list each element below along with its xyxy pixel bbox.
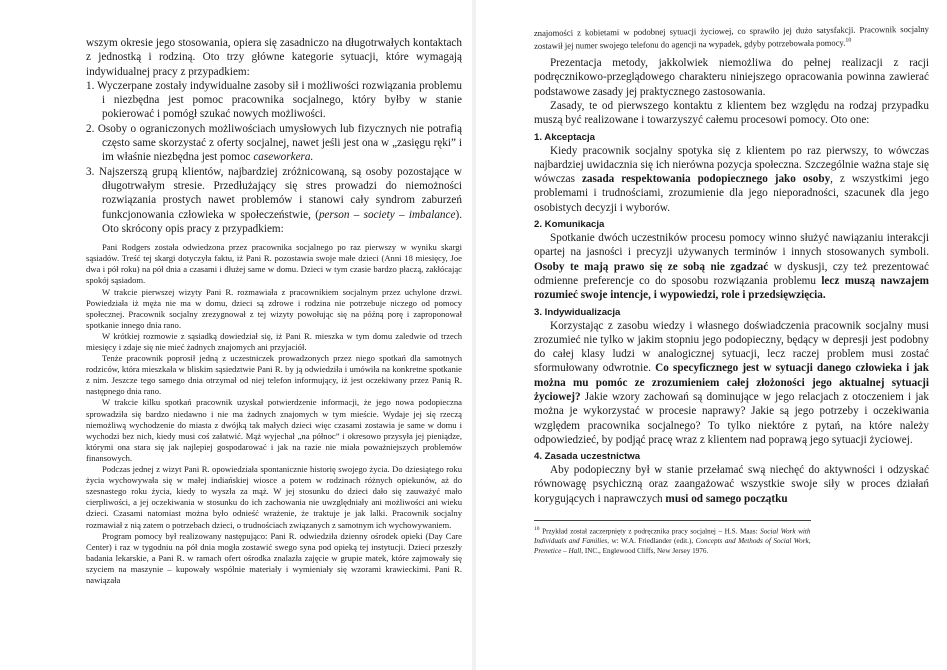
case-paragraph: Tenże pracownik poprosił jedną z uczestniczek prowadzonych przez niego spotkań dla samotnych rodziców, która mieszkała w bliskim sąsiedztwie Pani R. by ją odwiedziła i umówiła na konkretne spotkanie z nim. Jeszcze tego samego dnia otrzymał od niej telefon informujący, iż jest oczekiwany przez Panią R. następnego dnia rano. [86, 353, 462, 397]
section-text-communication: Spotkanie dwóch uczestników procesu pomocy winno służyć nawiązaniu interakcji opartej na jasności i precyzji używanych terminów i innych stosowanych symboli. Osoby te mają prawo się ze sobą nie zgadzać w dyskusji, czy też prezentować odmienne preferencje co do sposobu rozwiązania problemu lecz muszą nawzajem rozumieć swoje intencje, i wypowiedzi, role i przedsięwzięcia. [534, 232, 929, 302]
section-heading: 2. Komunikacja [534, 219, 605, 231]
case-continuation-text: znajomości z kobietami w podobnej sytuacji życiowej, co sprawiło jej dużo satysfakcji. Pracownik socjalny zostawił jej numer swojego telefonu do agencji na wypadek, gdyby potrzebowała pomocy. [533, 23, 929, 51]
case-paragraph: W trakcie kilku spotkań pracownik uzyskał potwierdzenie informacji, że jego nowa podopieczna sprowadziła się bardzo niedawno i nie ma żadnych znajomych w tym mieście. Wydaje jej się rzeczą niemożliwą wychodzenie do miasta z dwójką tak małych dzieci więc czasami zostawia je same w domu i wychodzi bez nich, kiedy musi coś załatwić. Mąż wyjechał „na północ” i okresowo przysyła jej pieniądze, którymi ona stara się jak najlepiej gospodarować i jak na razie nie miała poważniejszych problemów finansowych. [86, 397, 462, 463]
section-text-individualization: Korzystając z zasobu wiedzy i własnego doświadczenia pracownik socjalny musi zrozumieć nie tylko w jakim stopniu jego podopieczny, będący w depresji jest podobny do całej klasy ludzi w analogicznej sytuacji, lecz raczej problem musi zostać sformułowany odwrotnie. Co specyficznego jest w sytuacji danego człowieka i jak można mu pomóc ze zrozumieniem całej złożoności jego aktualnej sytuacji życiowej? Jakie wzory zachowań są dominujące w jego relacjach z otoczeniem i jak można je wykorzystać w procesie naprawy? Jakie są jego potrzeby i oczekiwania względem pracownika socjalnego? To tylko niektóre z pytań, na które należy odpowiedzieć, by podjąć pracę wraz z klientem nad poprawą jego sytuacji życiowej. [534, 319, 929, 446]
footnote-text: $^{10}$ Przykład został zaczerpnięty z podręcznika pracy socjalnej – H.S. Maas: Social Work with Individuals and Families, w: W.A. Friedlander (edit.), Concepts and Methods of Social Work, Prenetice – Hall, INC., Englewood Cliffs, New Jersey 1976. [534, 526, 811, 556]
intro-paragraph: wszym okresie jego stosowania, opiera się zasadniczo na długotrwałych kontaktach z jednostką i rodziną. Oto trzy główne kategorie sytuacji, które wymagają indywidualnej pracy z przypadkiem: [86, 37, 462, 78]
footnote [534, 520, 811, 556]
left-page [0, 0, 472, 670]
method-paragraph: Prezentacja metody, jakkolwiek niemożliwa do pełnej realizacji z racji podręcznikowo-przeglądowego charakteru niniejszego opracowania powinna zawierać podstawowe zasady jej praktycznego zastosowania. [534, 57, 929, 98]
category-italic: person – society – imbalance [318, 208, 456, 221]
section-text-acceptance: Kiedy pracownik socjalny spotyka się z klientem po raz pierwszy, to wówczas najbardziej uwidacznia się ich nierówna pozycja społeczna. Szczególnie ważna staje się wówczas zasada respektowania podopiecznego jako osoby, z wszystkimi jego problemami i trudnościami, zrozumienie dla jego nieporadności, szacunek dla jego osobistych decyzji i wyborów. [534, 144, 929, 214]
category-item-3 [86, 165, 462, 236]
case-study [86, 242, 462, 586]
case-continuation [534, 24, 929, 52]
case-paragraph: W trakcie pierwszej wizyty Pani R. rozmawiała z pracownikiem socjalnym przez uchylone drzwi. Powiedziała iż męża nie ma w domu, dzieci są zdrowe i rodzina nie potrzebuje niczego od pomocy społecznej. Pracownik socjalny zrezygnował z tej wizyty powołując się na późną porę i zaproponował spotkanie innego dnia rano. [86, 286, 462, 330]
category-italic: caseworkera. [253, 151, 314, 164]
right-page [476, 0, 947, 670]
case-paragraph: Pani Rodgers została odwiedzona przez pracownika socjalnego po raz pierwszy w wyniku skargi sąsiadów. Treść tej skargi dotyczyła faktu, iż Pani R. pozostawia swoje małe dzieci (Anni 18 miesięcy, Joe dwa i pół roku) na pół dnia a czasami i dłużej same w domu. Dzieci w tym czasie bardzo płaczą, zakłócając spokój sąsiadom. [86, 242, 462, 286]
case-paragraph: W krótkiej rozmowie z sąsiadką dowiedział się, iż Pani R. mieszka w tym domu zaledwie od trzech miesięcy i zdaje się nie mieć żadnych znajomych ani przyjaciół. [86, 330, 462, 352]
category-item-1 [86, 79, 462, 122]
case-paragraph: Program pomocy był realizowany następująco: Pani R. odwiedziła dzienny ośrodek opieki (Day Care Center) i raz w tygodniu na pół dnia mogła zostawić swego syna pod opieką tej instytucji. Dzieci przeszły badania lekarskie, a Pani R. w ramach ofert ośrodka znalazła zajęcie w grupie matek, które zajmowały się szyciem na maszynie – kupowały wspólnie materiały i wymieniały się wzorami krawieckimi. Pani R. nawiązała [86, 530, 462, 585]
category-text: Osoby o ograniczonych możliwościach umysłowych lub fizycznych nie potrafią często same skorzystać z oferty socjalnej, nawet jeśli jest ona w „zasięgu ręki” i im właśnie niezbędna jest pomoc [97, 122, 463, 164]
section-heading: 1. Akceptacja [534, 131, 595, 143]
section-heading: 4. Zasada uczestnictwa [534, 451, 641, 463]
category-number: 2. [86, 122, 95, 135]
category-number: 3. [86, 165, 95, 178]
section-text-participation: Aby podopieczny był w stanie przełamać swą niechęć do aktywności i odzyskać równowagę psychiczną oraz zaangażować wszystkie swoje siły w proces działań korygujących i naprawczych musi od samego początku [534, 464, 929, 505]
case-paragraph: Podczas jednej z wizyt Pani R. opowiedziała spontanicznie historię swojego życia. Do dziesiątego roku życia wychowywała się w małej indiańskiej wiosce a potem w rodzinach różnych opiekunów, aż do szesnastego roku życia, kiedy to wyszła za mąż. W jej stosunku do dzieci dało się zauważyć mało cierpliwości, a jej oczekiwania w stosunku do ich zachowania nie uwzględniały ani możliwości ani wieku dzieci. Czasami natomiast można było odnieść wrażenie, że traktuje je jak lalki. Pracownik socjalny rozmawiał z nią zatem o potrzebach dzieci, o trudnościach związanych z samotnym ich wychowywaniem. [86, 464, 462, 530]
category-text: Najszerszą grupą klientów, najbardziej zróżnicowaną, są osoby pozostające w długotrwałym stresie. Przedłużający się stres prowadzi do niemożności rozwiązania prostych nawet problemów i stanowi cały syndrom zaburzeń funkcjonowania człowieka w społeczeństwie, ( [99, 165, 462, 221]
category-number: 1. [86, 79, 95, 92]
category-item-2 [86, 122, 462, 165]
footnote-ref: 10 [845, 37, 852, 44]
category-text-after: ). Oto skrócony opis pracy z przypadkiem: [102, 208, 462, 235]
principles-intro: Zasady, te od pierwszego kontaktu z klientem bez względu na rodzaj przypadku muszą być realizowane i towarzyszyć całemu procesowi pomocy. Oto one: [534, 99, 929, 127]
section-heading: 3. Indywidualizacja [534, 306, 621, 318]
footnote-number: 10 [534, 526, 540, 533]
category-text: Wyczerpane zostały indywidualne zasoby sił i możliwości rozwiązania problemu i niezbędna jest pomoc pracownika socjalnego, który byłby w stanie pokierować i pomógł szukać nowych możliwości. [97, 79, 462, 121]
categories-list [86, 79, 462, 236]
